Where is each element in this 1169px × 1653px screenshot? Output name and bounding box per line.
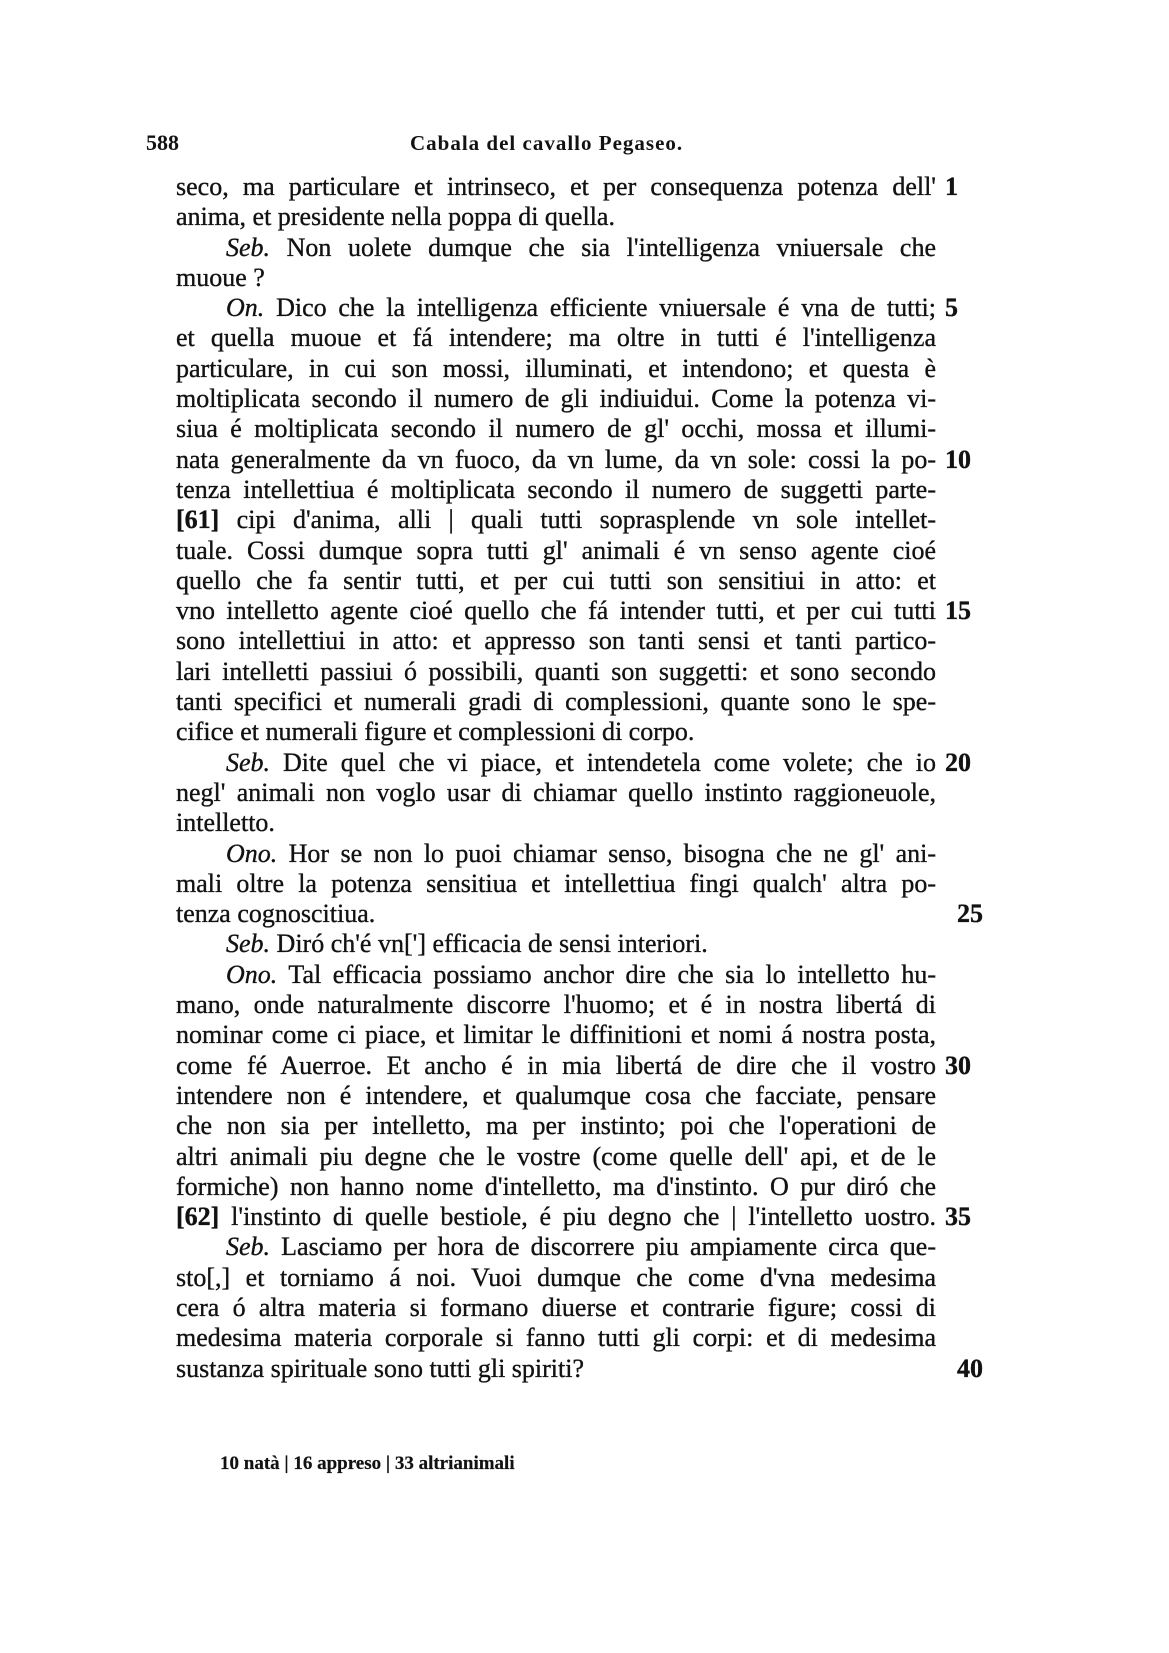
line-text: siua é moltiplicata secondo il numero de gl' occhi, mossa et illumi- — [176, 414, 936, 444]
text-line — [176, 1081, 936, 1111]
line-text: mano, onde naturalmente discorre l'huomo; et é in nostra libertá di — [176, 990, 936, 1020]
line-text: Dite quel che vi piace, et intendetela come volete; che io — [283, 747, 936, 777]
text-block — [176, 172, 983, 1384]
line-text: Non uolete dumque che sia l'intelligenza vniuersale che — [286, 232, 937, 262]
page-marker: [62] — [176, 1202, 220, 1232]
line-text: moltiplicata secondo il numero de gli indiuidui. Come la potenza vi- — [176, 384, 936, 414]
text-line — [176, 323, 936, 353]
text-line — [176, 202, 936, 232]
line-number: 40 — [957, 1353, 983, 1383]
text-line — [176, 1020, 936, 1050]
line-text: sono intellettiui in atto: et appresso son tanti sensi et tanti partico- — [176, 626, 936, 656]
line-number: 1 — [945, 172, 958, 201]
text-line — [176, 1202, 971, 1232]
line-text: tenza intellettiua é moltiplicata secondo il numero de suggetti parte- — [176, 474, 936, 504]
line-text: lari intelletti passiui ó possibili, quanti son suggetti: et sono secondo — [176, 656, 936, 686]
line-text: tenza cognoscitiua. — [176, 899, 376, 929]
line-text: nata generalmente da vn fuoco, da vn lume, da vn sole: cossi la po- — [176, 444, 936, 474]
text-line — [176, 566, 936, 596]
line-text: tanti specifici et numerali gradi di complessioni, quante sono le spe- — [176, 687, 936, 717]
page-number: 588 — [146, 130, 179, 155]
line-text: tuale. Cossi dumque sopra tutti gl' animali é vn senso agente cioé — [176, 535, 936, 565]
text-line — [176, 505, 936, 535]
text-line — [176, 263, 936, 293]
critical-apparatus-note: 10 natà | 16 appreso | 33 altrianimali — [220, 1453, 515, 1474]
text-line — [176, 687, 936, 717]
text-line — [176, 1172, 936, 1202]
text-line — [176, 657, 936, 687]
text-line — [176, 172, 958, 202]
speaker-label: Ono. — [226, 959, 278, 989]
line-text: Tal efficacia possiamo anchor dire che sia lo intelletto hu- — [288, 959, 936, 989]
text-line — [176, 899, 983, 929]
speaker-label: Seb. — [226, 747, 271, 777]
speaker-label: Ono. — [226, 838, 278, 868]
line-text: medesima materia corporale si fanno tutti gli corpi: et di medesima — [176, 1323, 936, 1353]
speaker-label: Seb. — [226, 232, 271, 262]
line-text: altri animali piu degne che le vostre (come quelle dell' api, et de le — [176, 1141, 936, 1171]
line-text: che non sia per intelletto, ma per instinto; poi che l'operationi de — [176, 1111, 936, 1141]
text-line — [176, 384, 936, 414]
line-text: quello che fa sentir tutti, et per cui tutti son sensitiui in atto: et — [176, 565, 936, 595]
text-line — [176, 839, 936, 869]
line-text: seco, ma particulare et intrinseco, et per consequenza potenza dell' — [176, 172, 936, 201]
text-line — [176, 233, 936, 263]
text-line — [176, 414, 936, 444]
line-number: 15 — [945, 596, 971, 626]
text-line — [176, 1111, 936, 1141]
line-text: l'instinto di quelle bestiole, é piu degno che | l'intelletto uostro. — [231, 1202, 936, 1232]
text-line — [176, 293, 958, 323]
text-line — [176, 1293, 936, 1323]
line-text: cera ó altra materia si formano diuerse et contrarie figure; cossi di — [176, 1292, 936, 1322]
line-text: formiche) non hanno nome d'intelletto, ma d'instinto. O pur diró che — [176, 1171, 936, 1201]
text-line — [176, 1050, 971, 1081]
line-text: cipi d'anima, alli | quali tutti soprasplende vn sole intellet- — [236, 505, 936, 535]
speaker-label: Seb. — [226, 1232, 271, 1262]
text-line — [176, 990, 936, 1020]
line-text: intelletto. — [176, 808, 275, 838]
text-line — [176, 717, 936, 747]
speaker-label: Seb. — [226, 929, 271, 959]
line-number: 25 — [957, 899, 983, 929]
text-line — [176, 747, 971, 778]
text-line — [176, 596, 971, 626]
line-text: sustanza spirituale sono tutti gli spiriti? — [176, 1353, 585, 1383]
line-number: 20 — [945, 747, 971, 777]
line-text: Dico che la intelligenza efficiente vniuersale é vna de tutti; — [276, 293, 937, 323]
text-line — [176, 1232, 936, 1262]
line-text: particulare, in cui son mossi, illuminati, et intendono; et questa è — [176, 353, 936, 383]
line-number: 35 — [945, 1202, 971, 1232]
line-text: intendere non é intendere, et qualumque cosa che facciate, pensare — [176, 1080, 936, 1110]
text-line — [176, 1323, 936, 1353]
line-text: nominar come ci piace, et limitar le diffinitioni et nomi á nostra posta, — [176, 1020, 936, 1050]
line-text: et quella muoue et fá intendere; ma oltre in tutti é l'intelligenza — [176, 323, 936, 353]
text-line — [176, 808, 936, 838]
speaker-label: On. — [226, 293, 265, 323]
line-number: 5 — [945, 293, 958, 323]
text-line — [176, 354, 936, 384]
line-text: anima, et presidente nella poppa di quella. — [176, 202, 615, 232]
page-marker: [61] — [176, 505, 220, 535]
text-line — [176, 929, 936, 959]
text-line — [176, 475, 936, 505]
text-line — [176, 1353, 983, 1384]
text-line — [176, 1142, 936, 1172]
text-line — [176, 778, 936, 808]
text-line — [176, 869, 936, 899]
line-number: 10 — [945, 444, 971, 474]
line-text: negl' animali non voglo usar di chiamar quello instinto raggioneuole, — [176, 777, 936, 807]
line-text: come fé Auerroe. Et ancho é in mia libertá de dire che il vostro — [176, 1050, 936, 1080]
text-line — [176, 536, 936, 566]
line-text: cifice et numerali figure et complessioni di corpo. — [176, 717, 695, 747]
text-line — [176, 960, 936, 990]
line-text: Diró ch'é vn['] efficacia de sensi interiori. — [276, 929, 708, 959]
line-text: mali oltre la potenza sensitiua et intellettiua fingi qualch' altra po- — [176, 868, 936, 898]
text-line — [176, 626, 936, 656]
text-line — [176, 444, 971, 475]
line-text: Hor se non lo puoi chiamar senso, bisogna che ne gl' ani- — [288, 838, 937, 868]
text-line — [176, 1263, 936, 1293]
line-number: 30 — [945, 1050, 971, 1080]
line-text: sto[,] et torniamo á noi. Vuoi dumque che come d'vna medesima — [176, 1262, 936, 1292]
line-text: Lasciamo per hora de discorrere piu ampiamente circa que- — [281, 1232, 937, 1262]
line-text: muoue ? — [176, 262, 265, 292]
running-title: Cabala del cavallo Pegaseo. — [410, 131, 684, 155]
line-text: vno intelletto agente cioé quello che fá intender tutti, et per cui tutti — [176, 596, 936, 626]
